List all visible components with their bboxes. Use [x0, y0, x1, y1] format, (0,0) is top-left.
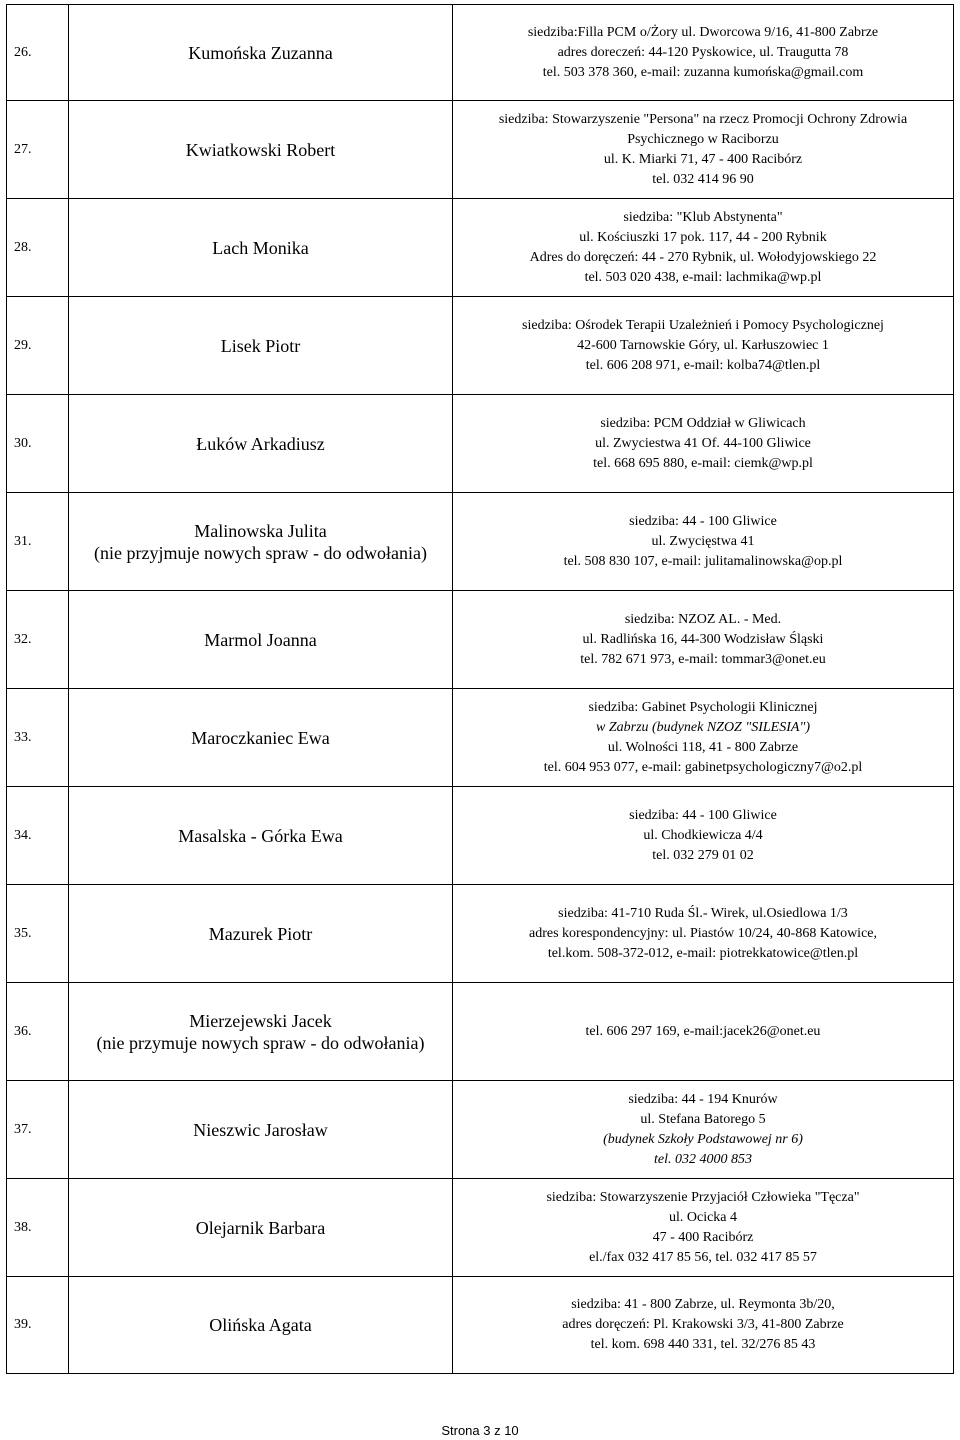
- table-row: [6, 4, 954, 100]
- contact-info-line: ul. Zwyciestwa 41 Of. 44-100 Gliwice: [595, 435, 811, 451]
- contact-info-line: siedziba: "Klub Abstynenta": [623, 209, 783, 225]
- contact-info-line: siedziba: PCM Oddział w Gliwicach: [600, 415, 806, 431]
- contact-info-line: siedziba: 44 - 194 Knurów: [628, 1091, 778, 1107]
- row-number: 39.: [7, 1277, 69, 1373]
- contact-info: [453, 885, 953, 982]
- row-number: 35.: [7, 885, 69, 982]
- row-number: 26.: [7, 5, 69, 100]
- person-name: [69, 885, 453, 982]
- contact-info: [453, 1081, 953, 1178]
- contact-info-line: ul. Kościuszki 17 pok. 117, 44 - 200 Rybnik: [579, 229, 827, 245]
- contact-info-line: ul. Stefana Batorego 5: [640, 1111, 766, 1127]
- table-row: [6, 394, 954, 492]
- contact-info-line: ul. Wolności 118, 41 - 800 Zabrze: [607, 739, 799, 755]
- contact-info-line: tel. 604 953 077, e-mail: gabinetpsychologiczny7@o2.pl: [543, 759, 863, 775]
- contact-info-line: ul. Ocicka 4: [668, 1209, 738, 1225]
- table-row: [6, 884, 954, 982]
- person-name-line: (nie przymuje nowych spraw - do odwołania): [96, 1032, 425, 1053]
- contact-info-line: siedziba: 44 - 100 Gliwice: [629, 513, 777, 529]
- person-name: [69, 199, 453, 296]
- contact-info-line: ul. Radlińska 16, 44-300 Wodzisław Śląski: [582, 631, 824, 647]
- row-number: 38.: [7, 1179, 69, 1276]
- row-number: 30.: [7, 395, 69, 492]
- contact-info-line: siedziba: Ośrodek Terapii Uzależnień i Pomocy Psychologicznej: [522, 317, 884, 333]
- person-name: [69, 983, 453, 1080]
- person-name-line: Kwiatkowski Robert: [185, 139, 336, 160]
- contact-info-line: adres korespondencyjny: ul. Piastów 10/24, 40-868 Katowice,: [529, 925, 877, 941]
- person-name-line: Malinowska Julita: [194, 520, 327, 541]
- person-name: [69, 395, 453, 492]
- row-number: 33.: [7, 689, 69, 786]
- contact-info-line: Adres do doręczeń: 44 - 270 Rybnik, ul. Wołodyjowskiego 22: [529, 249, 877, 265]
- row-number: 29.: [7, 297, 69, 394]
- person-name-line: Lisek Piotr: [220, 335, 301, 356]
- table-row: [6, 688, 954, 786]
- contact-info-line: siedziba: Stowarzyszenie Przyjaciół Człowieka "Tęcza": [546, 1189, 860, 1205]
- page-footer: Strona 3 z 10: [441, 1423, 519, 1438]
- contact-info-line: siedziba: Stowarzyszenie "Persona" na rzecz Promocji Ochrony Zdrowia: [498, 111, 908, 127]
- contact-info-line: tel. 032 414 96 90: [652, 171, 754, 187]
- contact-info-line: adres doreczeń: 44-120 Pyskowice, ul. Traugutta 78: [557, 44, 849, 60]
- row-number: 31.: [7, 493, 69, 590]
- person-name-line: Mierzejewski Jacek: [189, 1010, 332, 1031]
- contact-info-line: tel. 782 671 973, e-mail: tommar3@onet.eu: [580, 651, 826, 667]
- contact-info-line: siedziba: 41-710 Ruda Śl.- Wirek, ul.Osiedlowa 1/3: [558, 905, 848, 921]
- contact-info-line: 47 - 400 Racibórz: [652, 1229, 754, 1245]
- contact-info-line: (budynek Szkoły Podstawowej nr 6): [603, 1131, 803, 1147]
- person-name: [69, 5, 453, 100]
- directory-table: [6, 4, 954, 1374]
- row-number: 27.: [7, 101, 69, 198]
- person-name: [69, 297, 453, 394]
- person-name-line: Olińska Agata: [209, 1315, 312, 1335]
- contact-info-line: tel. kom. 698 440 331, tel. 32/276 85 43: [590, 1337, 816, 1352]
- person-name-line: (nie przyjmuje nowych spraw - do odwołania): [94, 542, 427, 563]
- contact-info-line: ul. Zwycięstwa 41: [651, 533, 755, 549]
- contact-info-line: tel. 606 297 169, e-mail:jacek26@onet.eu: [585, 1023, 821, 1039]
- person-name-line: Marmol Joanna: [204, 629, 317, 650]
- table-row: [6, 296, 954, 394]
- person-name: [69, 591, 453, 688]
- table-row: [6, 1276, 954, 1374]
- contact-info-line: el./fax 032 417 85 56, tel. 032 417 85 57: [589, 1249, 817, 1265]
- contact-info: [453, 787, 953, 884]
- person-name-line: Mazurek Piotr: [208, 923, 313, 944]
- person-name-line: Kumońska Zuzanna: [188, 42, 333, 63]
- row-number: 32.: [7, 591, 69, 688]
- person-name: [69, 787, 453, 884]
- contact-info: [453, 1277, 953, 1373]
- person-name: [69, 101, 453, 198]
- table-row: [6, 1178, 954, 1276]
- contact-info-line: tel. 503 378 360, e-mail: zuzanna kumońska@gmail.com: [542, 64, 864, 80]
- table-row: [6, 786, 954, 884]
- contact-info-line: Psychicznego w Raciborzu: [627, 131, 779, 147]
- person-name: [69, 1179, 453, 1276]
- contact-info-line: tel. 668 695 880, e-mail: ciemk@wp.pl: [593, 455, 813, 471]
- row-number: 36.: [7, 983, 69, 1080]
- person-name: [69, 1081, 453, 1178]
- person-name-line: Olejarnik Barbara: [195, 1217, 326, 1238]
- row-number: 37.: [7, 1081, 69, 1178]
- contact-info: [453, 493, 953, 590]
- contact-info-line: siedziba: Gabinet Psychologii Klinicznej: [588, 699, 818, 715]
- person-name-line: Maroczkaniec Ewa: [191, 727, 330, 748]
- contact-info: [453, 199, 953, 296]
- table-row: [6, 982, 954, 1080]
- contact-info-line: tel.kom. 508-372-012, e-mail: piotrekkatowice@tlen.pl: [547, 945, 859, 961]
- person-name-line: Nieszwic Jarosław: [193, 1119, 328, 1140]
- contact-info: [453, 689, 953, 786]
- contact-info-line: tel. 032 4000 853: [654, 1151, 752, 1167]
- person-name: [69, 493, 453, 590]
- table-row: [6, 492, 954, 590]
- contact-info: [453, 1179, 953, 1276]
- table-row: [6, 198, 954, 296]
- table-row: [6, 590, 954, 688]
- contact-info-line: siedziba: 44 - 100 Gliwice: [629, 807, 777, 823]
- person-name: [69, 1277, 453, 1373]
- person-name: [69, 689, 453, 786]
- contact-info-line: tel. 508 830 107, e-mail: julitamalinowska@op.pl: [563, 553, 843, 569]
- contact-info-line: tel. 606 208 971, e-mail: kolba74@tlen.pl: [585, 357, 821, 373]
- contact-info-line: siedziba:Filla PCM o/Żory ul. Dworcowa 9/16, 41-800 Zabrze: [527, 24, 879, 40]
- person-name-line: Łuków Arkadiusz: [196, 433, 325, 454]
- contact-info-line: adres doręczeń: Pl. Krakowski 3/3, 41-800 Zabrze: [562, 1317, 844, 1332]
- person-name-line: Masalska - Górka Ewa: [178, 825, 343, 846]
- person-name-line: Lach Monika: [212, 237, 309, 258]
- row-number: 28.: [7, 199, 69, 296]
- contact-info: [453, 591, 953, 688]
- contact-info-line: ul. K. Miarki 71, 47 - 400 Racibórz: [603, 151, 803, 167]
- contact-info-line: siedziba: 41 - 800 Zabrze, ul. Reymonta 3b/20,: [571, 1297, 835, 1312]
- contact-info: [453, 297, 953, 394]
- row-number: 34.: [7, 787, 69, 884]
- contact-info-line: tel. 503 020 438, e-mail: lachmika@wp.pl: [584, 269, 822, 285]
- contact-info: [453, 101, 953, 198]
- contact-info: [453, 983, 953, 1080]
- contact-info-line: 42-600 Tarnowskie Góry, ul. Karłuszowiec 1: [577, 337, 829, 353]
- contact-info: [453, 395, 953, 492]
- contact-info-line: siedziba: NZOZ AL. - Med.: [624, 611, 782, 627]
- contact-info: [453, 5, 953, 100]
- contact-info-line: tel. 032 279 01 02: [652, 847, 754, 863]
- table-row: [6, 1080, 954, 1178]
- contact-info-line: w Zabrzu (budynek NZOZ "SILESIA"): [596, 719, 810, 735]
- table-row: [6, 100, 954, 198]
- contact-info-line: ul. Chodkiewicza 4/4: [643, 827, 763, 843]
